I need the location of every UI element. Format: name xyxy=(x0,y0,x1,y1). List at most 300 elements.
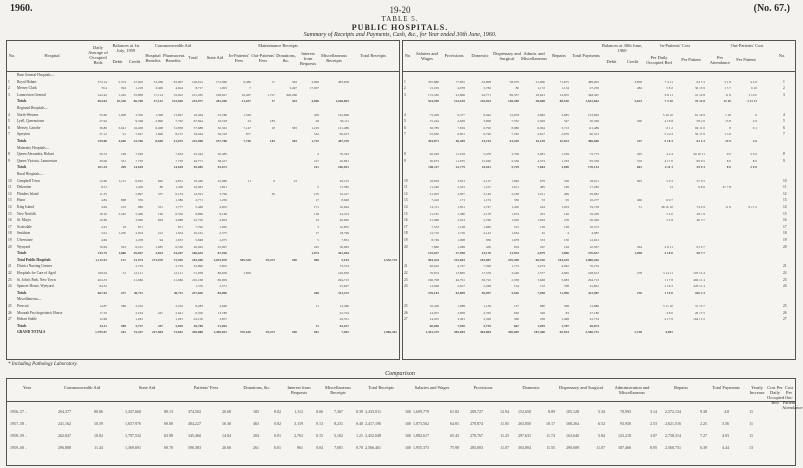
cell-value: 3,858 xyxy=(457,310,465,315)
comparison-header-cell: Salaries and Wages xyxy=(414,385,450,390)
cell-value: 63 5 3 xyxy=(696,79,705,84)
cell-value: 40,711 xyxy=(173,290,183,295)
row-number-end: 20 xyxy=(783,244,787,249)
row-number-end: 25 xyxy=(783,304,787,308)
cell-value: 31,858 xyxy=(173,125,183,130)
table-row xyxy=(7,126,399,130)
cell-value: 524,399 xyxy=(427,99,439,104)
cell-value: 101.54 xyxy=(97,165,107,170)
cell-value: 23,194 xyxy=(481,139,491,143)
comparison-cell: 5,102 xyxy=(334,433,343,438)
cell-value: 1,380 xyxy=(457,211,465,216)
table-row xyxy=(403,231,795,235)
table-row xyxy=(403,238,795,242)
row-number: 26 xyxy=(8,310,12,315)
cell-value: 21,066 xyxy=(173,277,183,282)
cell-value: 11 xyxy=(315,323,319,328)
comparison-cell: 278,874 xyxy=(470,421,483,426)
comparison-cell: 11.55 xyxy=(546,445,555,450)
comparison-cell: 0.15 xyxy=(316,433,323,438)
cell-value: 55,673 xyxy=(217,165,227,170)
cell-value: 22,750 xyxy=(193,218,203,223)
col-repairs: Repairs xyxy=(552,53,566,58)
col-inpatient-fees: In-Patients' Fees xyxy=(228,53,250,63)
comparison-cell: 1,657,976 xyxy=(125,421,141,426)
comparison-cell: 11 xyxy=(749,433,753,438)
cell-value: 30 xyxy=(271,191,275,196)
cell-value: 44.11 xyxy=(99,323,107,328)
row-number-end: 12 xyxy=(783,191,787,196)
cell-value: 954 xyxy=(513,244,519,249)
cell-value: 10,644 xyxy=(339,205,349,209)
cell-value: 121,489 xyxy=(337,125,349,130)
cell-value: 499 xyxy=(120,165,126,170)
cell-value: 10.89 xyxy=(99,218,107,223)
cell-value: 1,886 xyxy=(118,251,126,256)
cell-value: 8,157 xyxy=(175,132,183,137)
comparison-year: 1958–59 .. xyxy=(10,433,27,438)
cell-value: 6,536 xyxy=(175,244,183,249)
cell-value: 12,710 xyxy=(429,231,439,236)
cell-value: 1,134 xyxy=(561,86,569,91)
cell-value: 10,277 xyxy=(589,198,599,203)
cell-value: 336 xyxy=(513,198,519,203)
cell-value: 12 10 xyxy=(723,99,731,104)
hospital-name: New Norfolk xyxy=(17,211,37,216)
cell-value: 871 xyxy=(137,224,143,229)
cell-value: 10,623 xyxy=(559,139,569,143)
cell-value: 503 xyxy=(120,244,126,249)
col-interest: Interest from Bequests xyxy=(299,51,317,66)
cell-value: 6,468 xyxy=(155,125,163,130)
cell-value: 19,440 xyxy=(193,178,203,183)
comparison-cell: 64.81 xyxy=(450,421,459,426)
comparison-year: 1957–58 .. xyxy=(10,421,27,426)
cell-value: 56.74 xyxy=(99,152,107,157)
comparison-cell: 11 xyxy=(749,409,753,414)
cell-value: 23 xyxy=(293,178,297,183)
cell-value: 1,028,893 xyxy=(335,99,349,104)
table-row xyxy=(403,324,795,328)
cell-value: 116,824 xyxy=(480,99,491,104)
cell-value: 21,960 xyxy=(535,79,545,84)
hospital-name: Smithton xyxy=(17,231,31,236)
cell-value: 245 xyxy=(313,244,319,249)
cell-value: 5 9 3 xyxy=(666,178,673,183)
col-cw-aid: Commonwealth Aid xyxy=(154,43,192,48)
cell-value: 12.69 xyxy=(99,178,107,183)
cell-value: 1,988 xyxy=(457,304,465,308)
cell-value: 18,641 xyxy=(535,92,545,97)
cell-value: 47 7 8 xyxy=(722,185,731,190)
hospital-name: St. Marys xyxy=(17,218,31,223)
cell-value: 103 14 4 xyxy=(693,271,705,275)
cell-value: 1,896 xyxy=(561,251,569,256)
cell-value: 6 8 11 xyxy=(664,92,673,97)
cell-value: 3,782 xyxy=(483,86,491,91)
cell-value: 14,455 xyxy=(429,317,439,322)
cell-value: 2,371 xyxy=(219,284,227,289)
table-row xyxy=(7,152,399,156)
cell-value: 294,713 xyxy=(337,277,349,282)
cell-value: 4,002 xyxy=(561,264,569,269)
cell-value: 169 xyxy=(563,185,569,190)
comparison-cell: 105,128 xyxy=(566,409,579,414)
cell-value: 1,763 xyxy=(561,158,569,163)
comparison-header-cell: Total Receipts xyxy=(368,385,394,390)
cell-value: 7,001 xyxy=(341,330,349,335)
cell-value: 45 9 3 xyxy=(696,165,705,170)
cell-value: 1,003 xyxy=(219,86,227,91)
cell-value: 6,550 xyxy=(175,211,183,216)
cell-value: 936 xyxy=(485,238,491,242)
table-row xyxy=(403,126,795,130)
cell-value: 152 xyxy=(539,284,545,289)
cell-value: 276 xyxy=(563,218,569,223)
cell-value: 333 xyxy=(539,238,545,242)
hospital-name: Ulverstone xyxy=(17,238,33,242)
comparison-cell: 241,162 xyxy=(58,421,71,426)
table-row xyxy=(7,99,399,103)
cell-value: 200 xyxy=(291,330,297,335)
cell-value: 4 4 9 xyxy=(750,79,757,84)
cell-value: 183 xyxy=(269,119,275,124)
cell-value: 41,806 xyxy=(455,92,465,97)
comparison-cell: 2,758,314 xyxy=(665,433,681,438)
table-row xyxy=(403,80,795,84)
comparison-cell: 70,993 xyxy=(620,409,631,414)
cell-value: 2,252 xyxy=(175,304,183,308)
comparison-cell: 1.21 xyxy=(356,433,363,438)
row-number-end: 18 xyxy=(783,231,787,236)
cell-value: 6,851 xyxy=(457,132,465,137)
table-row xyxy=(7,271,399,275)
comparison-header-cell: Repairs xyxy=(674,385,688,390)
cell-value: 8 0 xyxy=(726,158,731,163)
cell-value: 84.33 xyxy=(99,284,107,289)
cell-value: 276,103 xyxy=(427,290,439,295)
comparison-cell: 8.95 xyxy=(650,445,657,450)
cell-value: 27,250 xyxy=(589,86,599,91)
cell-value: 261 xyxy=(120,330,126,335)
cell-value: 15,040 xyxy=(481,158,491,163)
cell-value: 2,765 xyxy=(483,310,491,315)
table-row xyxy=(403,165,795,169)
comparison-cell: 261 xyxy=(253,445,259,450)
cell-value: 94 xyxy=(159,238,163,242)
cell-value: 2 11 11 xyxy=(747,99,757,104)
comparison-header-cell: Donations, &c. xyxy=(243,385,271,390)
table-row xyxy=(403,304,795,308)
comparison-cell: 7.27 xyxy=(700,433,707,438)
col-outpatient-cost: Out-Patients' Cost xyxy=(730,43,764,48)
cell-value: 221 xyxy=(313,165,319,170)
cell-value: 5 16 3 xyxy=(664,139,673,143)
cell-value: 160,051 xyxy=(337,165,349,170)
cell-value: 2,862 xyxy=(537,112,545,117)
cell-value: 1 18 xyxy=(725,112,731,117)
cell-value: 1,772 xyxy=(511,264,519,269)
cell-value: 363 xyxy=(291,79,297,84)
cell-value: 589 xyxy=(120,323,126,328)
section-title: PUBLIC HOSPITALS. xyxy=(351,23,449,32)
cell-value: 7,147 xyxy=(243,125,251,130)
row-number: 20 xyxy=(404,244,408,249)
cell-value: 5,683 xyxy=(561,277,569,282)
row-number: 9 xyxy=(8,158,10,163)
cell-value: 63,899 xyxy=(455,290,465,295)
comparison-cell: 0.02 xyxy=(274,421,281,426)
comparison-cell: 1,609,779 xyxy=(413,409,429,414)
cell-value: 67,844 xyxy=(193,119,203,124)
cell-value: 17.33 xyxy=(99,310,107,315)
row-number-end: 4 xyxy=(783,112,785,117)
cell-value: 65,934 xyxy=(559,330,569,335)
row-number-end: 2 xyxy=(783,86,785,91)
row-number-end: 24 xyxy=(783,284,787,289)
comparison-cell: 0.04 xyxy=(316,445,323,450)
cell-value: 5 xyxy=(317,185,319,190)
cell-value: 123,663 xyxy=(587,112,599,117)
comparison-cell: 1,955,373 xyxy=(413,445,429,450)
cell-value: 212 xyxy=(157,231,163,236)
cell-value: 296,888 xyxy=(191,330,203,335)
cell-value: 200 xyxy=(636,119,642,124)
cell-value: 242.42 xyxy=(97,92,107,97)
table-row xyxy=(403,139,795,143)
row-number: 3 xyxy=(8,92,10,97)
cell-value: 1,034 xyxy=(511,231,519,236)
cell-value: 6 xyxy=(273,178,275,183)
cell-value: 12,111 xyxy=(429,205,439,209)
cell-value: 108,927 xyxy=(215,92,227,97)
cell-value: 484 xyxy=(636,86,642,91)
cell-value: 14,591 xyxy=(193,191,203,196)
cell-value: 3,685 xyxy=(561,112,569,117)
cell-value: 394 xyxy=(120,86,126,91)
cell-value: 128 xyxy=(563,224,569,229)
comparison-cell: 2,435,011 xyxy=(365,409,381,414)
cell-value: 13,954 xyxy=(509,251,519,256)
cell-value: 14,818 xyxy=(133,165,143,170)
row-number: 13 xyxy=(404,198,408,203)
col-total-receipts: Total Receipts xyxy=(360,53,386,58)
cell-value: 173,070 xyxy=(151,257,163,262)
row-number-end: 21 xyxy=(783,264,787,269)
comparison-cell: 278,767 xyxy=(470,433,483,438)
cell-value: 9,480 xyxy=(243,79,251,84)
cell-value: 171 xyxy=(313,205,319,209)
cell-value: 1,250 xyxy=(118,231,126,236)
cell-value: 35,808 xyxy=(133,92,143,97)
comparison-cell: 463 xyxy=(253,421,259,426)
comparison-cell: 3.14 xyxy=(650,409,657,414)
cell-value: 2,617 xyxy=(537,132,545,137)
row-number: 2 xyxy=(8,86,10,91)
comparison-header-cell: Cost Per Out-Patient Attendance xyxy=(782,385,803,410)
row-number: 7 xyxy=(8,132,10,137)
cell-value: 30,111 xyxy=(339,119,349,124)
cell-value: 2,168 xyxy=(511,191,519,196)
cell-value: 58,079 xyxy=(509,79,519,84)
table-row xyxy=(7,106,399,110)
cell-value: 1,082 xyxy=(483,224,491,229)
cell-value: 7,702 xyxy=(511,119,519,124)
cell-value: 164 15 2 xyxy=(693,317,705,322)
row-number: 16 xyxy=(8,218,12,223)
cell-value: 7 4 10 xyxy=(664,99,673,104)
row-number: 3 xyxy=(404,92,406,97)
table-row xyxy=(403,225,795,229)
cell-value: 29 xyxy=(315,119,319,124)
row-number: 15 xyxy=(404,211,408,216)
cell-value: 108,613 xyxy=(587,271,599,275)
cell-value: 1 3 9 xyxy=(724,132,731,137)
row-number: 26 xyxy=(404,310,408,315)
table-row xyxy=(7,165,399,169)
table-row xyxy=(7,179,399,183)
cell-value: 5,848 xyxy=(195,238,203,242)
table-row xyxy=(7,93,399,97)
row-number: 1 xyxy=(8,79,10,84)
cell-value: 74 4 9 xyxy=(696,205,705,209)
cell-value: 204,871 xyxy=(427,139,439,143)
table-row xyxy=(7,192,399,196)
hospital-name: Mersey Clark xyxy=(17,86,37,91)
cell-value: 5,478 xyxy=(483,152,491,157)
cell-value: 306,266 xyxy=(285,92,297,97)
cell-value: 276 xyxy=(636,290,642,295)
cell-value: 347 xyxy=(563,119,569,124)
hospital-name: Mersey, Latrobe xyxy=(17,125,41,130)
cell-value: 5,852 xyxy=(219,264,227,269)
cell-value: 264 xyxy=(636,244,642,249)
comparison-cell: 285,003 xyxy=(470,445,483,450)
cell-value: 134 xyxy=(513,284,519,289)
comparison-cell: 290,609 xyxy=(566,445,579,450)
cell-value: 6 10 xyxy=(751,86,757,91)
col-inpatient-cost: In-Patients' Cost xyxy=(660,43,690,48)
cell-value: 37 0 5 xyxy=(696,178,705,183)
cell-value: 9,348 xyxy=(135,119,143,124)
cell-value: 100,117 xyxy=(428,165,439,170)
comparison-cell: 61.82 xyxy=(450,409,459,414)
cell-value: 2,753 xyxy=(135,264,143,269)
table-row xyxy=(403,278,795,282)
cell-value: 16,458 xyxy=(133,125,143,130)
cell-value: 90,913 xyxy=(339,132,349,137)
cell-value: 664 xyxy=(157,218,163,223)
cell-value: 1,851 xyxy=(457,205,465,209)
table-row xyxy=(7,146,399,150)
cell-value: 1,095 xyxy=(537,323,545,328)
row-number: 1 xyxy=(404,79,406,84)
comparison-cell: 8,231 xyxy=(334,421,343,426)
cell-value: 4,852 xyxy=(219,205,227,209)
cell-value: 10,161 xyxy=(193,231,203,236)
row-number: 16 xyxy=(404,218,408,223)
cell-value: 1,054 xyxy=(175,231,183,236)
receipts-header xyxy=(7,41,399,72)
cell-value: 23,178 xyxy=(481,251,491,256)
hospital-name: Queen Alexandra, Hobart xyxy=(17,152,54,157)
cell-value: 12,121 xyxy=(133,271,143,275)
cell-value: 88,910 xyxy=(559,99,569,104)
cell-value: 60,096 xyxy=(429,323,439,328)
cell-value: 11.55 xyxy=(99,191,107,196)
cell-value: 456 xyxy=(485,244,491,249)
row-number: 18 xyxy=(8,231,12,236)
table-row xyxy=(7,225,399,229)
cell-value: 237 xyxy=(636,139,642,143)
cell-value: 961 xyxy=(313,330,319,335)
cell-value: 2,728 xyxy=(634,330,642,335)
cell-value: 12,678 xyxy=(509,112,519,117)
cell-value: 7,819 xyxy=(457,125,465,130)
comparison-row xyxy=(7,433,795,439)
cell-value: 1,787 xyxy=(561,323,569,328)
cell-value: 964,424 xyxy=(427,257,439,262)
comparison-cell: 345,460 xyxy=(188,433,201,438)
cell-value: 15,244 xyxy=(429,119,439,124)
cell-value: 1 16 3 xyxy=(664,284,673,289)
table-row xyxy=(403,179,795,183)
cell-value: 227,804 xyxy=(151,330,163,335)
cell-value: 18.10 xyxy=(99,211,107,216)
table-row xyxy=(7,238,399,242)
cell-value: 46,665 xyxy=(339,218,349,223)
cell-value: 270,637 xyxy=(587,251,599,256)
cell-value: 2,178 xyxy=(483,211,491,216)
table-row xyxy=(7,284,399,288)
col-state-aid: State Aid xyxy=(206,55,224,60)
cell-value: 5,739 xyxy=(483,323,491,328)
cell-value: 2,075 xyxy=(219,238,227,242)
cell-value: 8 xyxy=(729,125,731,130)
cell-value: 45 xyxy=(541,231,545,236)
cell-value: 135,037 xyxy=(427,251,439,256)
footnote: * Including Pathology Laboratory. xyxy=(8,362,78,367)
comparison-cell: 1,112 xyxy=(294,409,303,414)
comparison-cell: 2.53 xyxy=(650,421,657,426)
comparison-cell: 2,566,461 xyxy=(365,445,381,450)
cell-value: 183,807 xyxy=(479,257,491,262)
cell-value: 5,466 xyxy=(195,205,203,209)
cell-value: 30,722 xyxy=(481,277,491,282)
cell-value: 122,666 xyxy=(337,112,349,117)
cell-value: 30,463 xyxy=(589,218,599,223)
cell-value: 10,080 xyxy=(217,178,227,183)
cell-value: 3,713 xyxy=(561,125,569,130)
cell-value: 589 xyxy=(120,304,126,308)
comparison-cell: 11.07 xyxy=(500,445,509,450)
cell-value: 1,777 xyxy=(175,205,183,209)
cell-value: 4 16 8 xyxy=(664,119,673,124)
cell-value: 13,865 xyxy=(455,271,465,275)
cell-value: 18 xyxy=(271,125,275,130)
cell-value: 4.23 xyxy=(101,224,107,229)
cell-value: 11 xyxy=(315,304,319,308)
cell-value: 50,785 xyxy=(429,125,439,130)
cell-value: 1,398 xyxy=(155,112,163,117)
row-number: 7 xyxy=(404,132,406,137)
table-row xyxy=(7,119,399,123)
row-number: 5 xyxy=(8,119,10,124)
cell-value: 1,678 xyxy=(511,238,519,242)
cell-value: 1,035,870 xyxy=(213,257,227,262)
comparison-cell: 7,001 xyxy=(334,445,343,450)
cell-value: 183,496 xyxy=(191,257,203,262)
